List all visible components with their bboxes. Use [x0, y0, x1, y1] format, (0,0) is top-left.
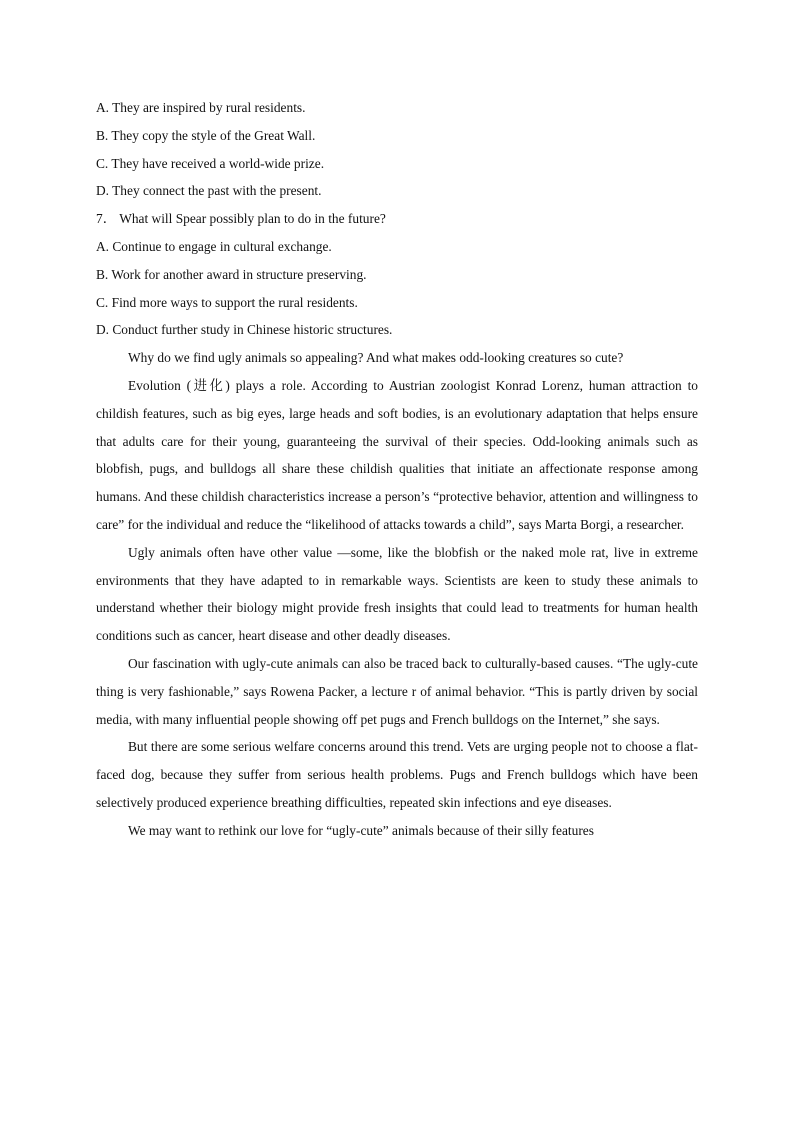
- question-7: [96, 205, 698, 344]
- option-7b: B. Work for another award in structure preserving.: [96, 266, 367, 282]
- question-7-stem: 7． What will Spear possibly plan to do in the future?: [96, 211, 386, 227]
- passage-paragraph-5: But there are some serious welfare concerns around this trend. Vets are urging people not to choose a flat-faced dog, because they suffer from serious health problems. Pugs and French bulldogs which have been selectively produced experience breathing difficulties, repeated skin infections and eye diseases.: [96, 739, 698, 810]
- option-6d: D. They connect the past with the present.: [96, 183, 322, 199]
- exam-page: [96, 94, 698, 845]
- option-7a: A. Continue to engage in cultural exchange.: [96, 238, 332, 254]
- option-6a: A. They are inspired by rural residents.: [96, 100, 306, 115]
- passage-paragraph-2: Evolution (进化) plays a role. According to Austrian zoologist Konrad Lorenz, human attraction to childish features, such as big eyes, large heads and soft bodies, is an evolutionary adaptation that helps ensure that adults care for their young, guaranteeing the survival of their species. Odd-looking animals such as blobfish, pugs, and bulldogs all share these childish qualities that initiate an affectionate response among humans. And these childish characteristics increase a person’s “protective behavior, attention and willingness to care” for the individual and reduce the “likelihood of attacks towards a child”, says Marta Borgi, a researcher.: [96, 377, 698, 532]
- option-7d: D. Conduct further study in Chinese historic structures.: [96, 322, 393, 338]
- passage-paragraph-6: We may want to rethink our love for “ugly-cute” animals because of their silly features: [128, 822, 594, 838]
- option-7c: C. Find more ways to support the rural residents.: [96, 294, 358, 310]
- option-6c: C. They have received a world-wide prize.: [96, 155, 325, 171]
- option-6b: B. They copy the style of the Great Wall.: [96, 127, 316, 143]
- passage-paragraph-3: Ugly animals often have other value —some, like the blobfish or the naked mole rat, live in extreme environments that they have adapted to in remarkable ways. Scientists are keen to study these animals to understand whether their biology might provide fresh insights that could lead to treatments for human health conditions such as cancer, heart disease and other deadly diseases.: [96, 544, 698, 644]
- question-6-options: [96, 94, 698, 205]
- passage-paragraph-1: Why do we find ugly animals so appealing? And what makes odd-looking creatures so cute?: [128, 350, 624, 366]
- passage-paragraph-4: Our fascination with ugly-cute animals can also be traced back to culturally-based causes. “The ugly-cute thing is very fashionable,” says Rowena Packer, a lecture r of animal behavior. “This is partly driven by social media, with many influential people showing off pet pugs and French bulldogs on the Internet,” she says.: [96, 655, 698, 727]
- reading-passage: [96, 344, 698, 844]
